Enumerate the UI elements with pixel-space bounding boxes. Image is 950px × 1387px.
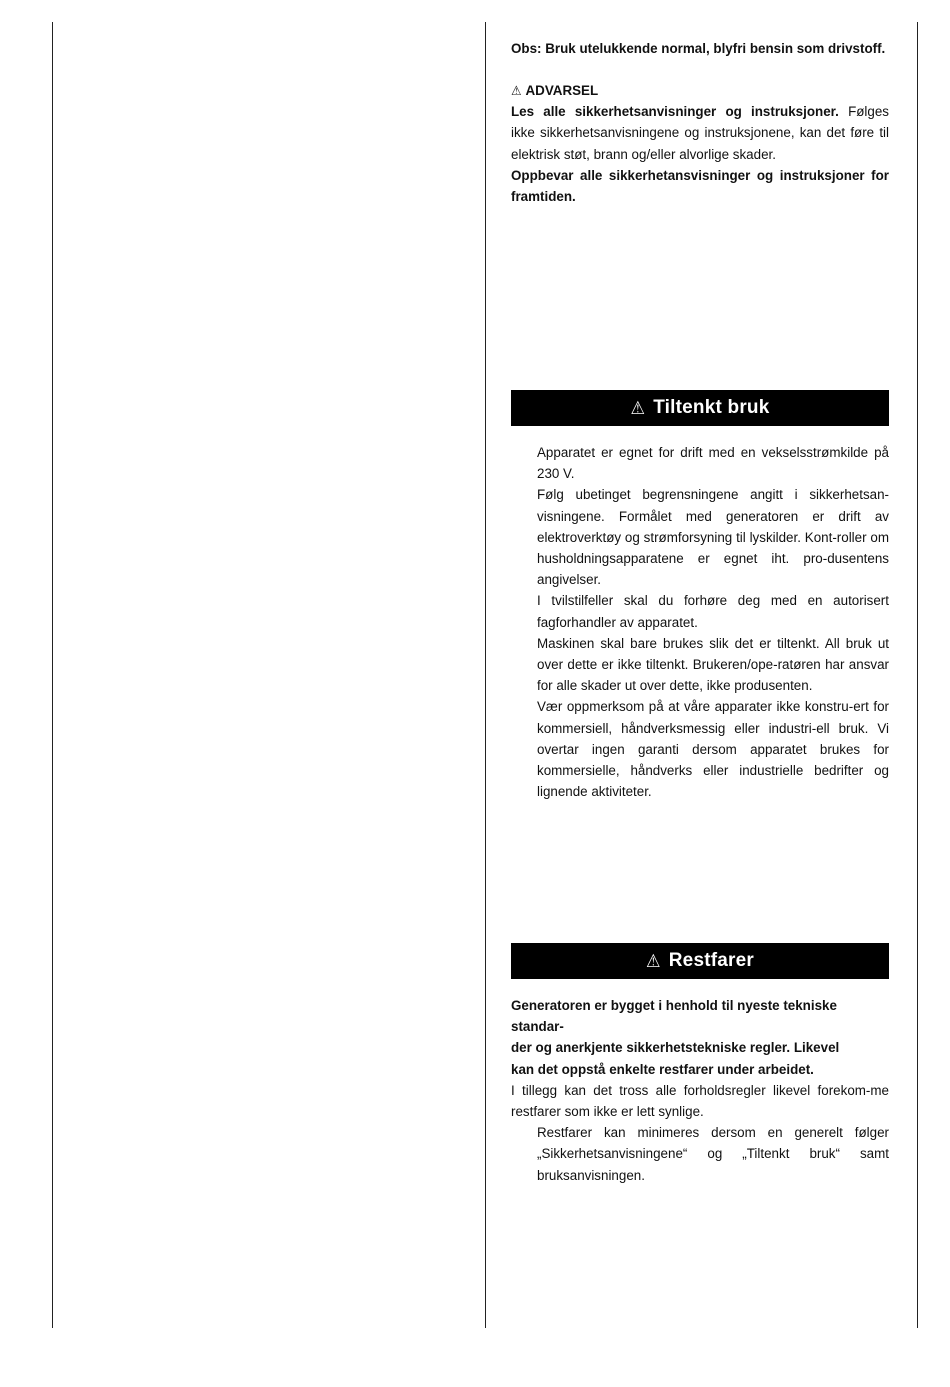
residual-bold-line: kan det oppstå enkelte restfarer under arbeidet. [511, 1061, 814, 1077]
warning-paragraph [511, 101, 889, 165]
warning-triangle-icon: ⚠ [630, 397, 646, 418]
obs-text: Obs: Bruk utelukkende normal, blyfri bensin som drivstoff. [511, 41, 886, 56]
residual-bold-line: Generatoren er bygget i henhold til nyeste tekniske standar- [511, 998, 837, 1035]
intended-use-title: Tiltenkt bruk [653, 397, 770, 418]
left-column-rule [52, 22, 53, 1328]
warning-text: Følges ikke sikkerhetsanvisningene og instruksjonene, kan det føre til elektrisk støt, brann og/eller alvorlige skader. [511, 104, 889, 162]
intended-use-paragraph: I tvilstilfeller skal du forhøre deg med en autorisert fagforhandler av apparatet. [537, 593, 889, 630]
intended-use-paragraph: Maskinen skal bare brukes slik det er tiltenkt. All bruk ut over dette er ikke tiltenkt. Brukeren/ope-ratøren har ansvar for alle skader ut over dette, ikke produsenten. [537, 635, 889, 694]
residual-banner [511, 943, 889, 979]
residual-indented: Restfarer kan minimeres dersom en generelt følger „Sikkerhetsanvisningene“ og „Tiltenkt bruk“ samt bruksanvisningen. [537, 1125, 889, 1183]
warning-bold-lead: Les alle sikkerhetsanvisninger og instruksjoner. [511, 104, 839, 120]
intended-use-banner [511, 390, 889, 426]
residual-bold-line: der og anerkjente sikkerhetstekniske regler. Likevel [511, 1040, 840, 1056]
residual-title: Restfarer [668, 950, 754, 971]
residual-text: I tillegg kan det tross alle forholdsregler likevel forekom-me restfarer som ikke er lett synlige. [511, 1082, 889, 1120]
intended-use-paragraph: Følg ubetinget begrensningene angitt i sikkerhetsan-visningene. Formålet med generatoren er drift av elektroverktøy og strømforsyning til lyskilder. Kont-roller om husholdningsapparatene er egnet iht. pro-dusentens angivelser. [537, 487, 889, 588]
residual-body [511, 995, 889, 1186]
warning-triangle-icon: ⚠ [511, 83, 522, 98]
obs-note [511, 38, 889, 59]
warning-heading-text: ADVARSEL [525, 83, 599, 98]
intended-use-paragraph: Vær oppmerksom på at våre apparater ikke konstru-ert for kommersiell, håndverksmessig eller industri-ell bruk. Vi overtar ingen garanti dersom apparatet brukes for kommersielle, håndverks eller industrielle bedrifter og lignende aktiviteter. [537, 699, 889, 800]
warning-block [511, 80, 889, 207]
intended-use-paragraph: Apparatet er egnet for drift med en vekselsstrømkilde på 230 V. [537, 445, 889, 482]
middle-column-rule [485, 22, 486, 1328]
warning-heading [511, 80, 889, 101]
warning-keep: Oppbevar alle sikkerhetansvisninger og instruksjoner for framtiden. [511, 167, 889, 205]
intended-use-body [511, 442, 889, 802]
right-column-rule [917, 22, 918, 1328]
warning-triangle-icon: ⚠ [646, 950, 661, 971]
